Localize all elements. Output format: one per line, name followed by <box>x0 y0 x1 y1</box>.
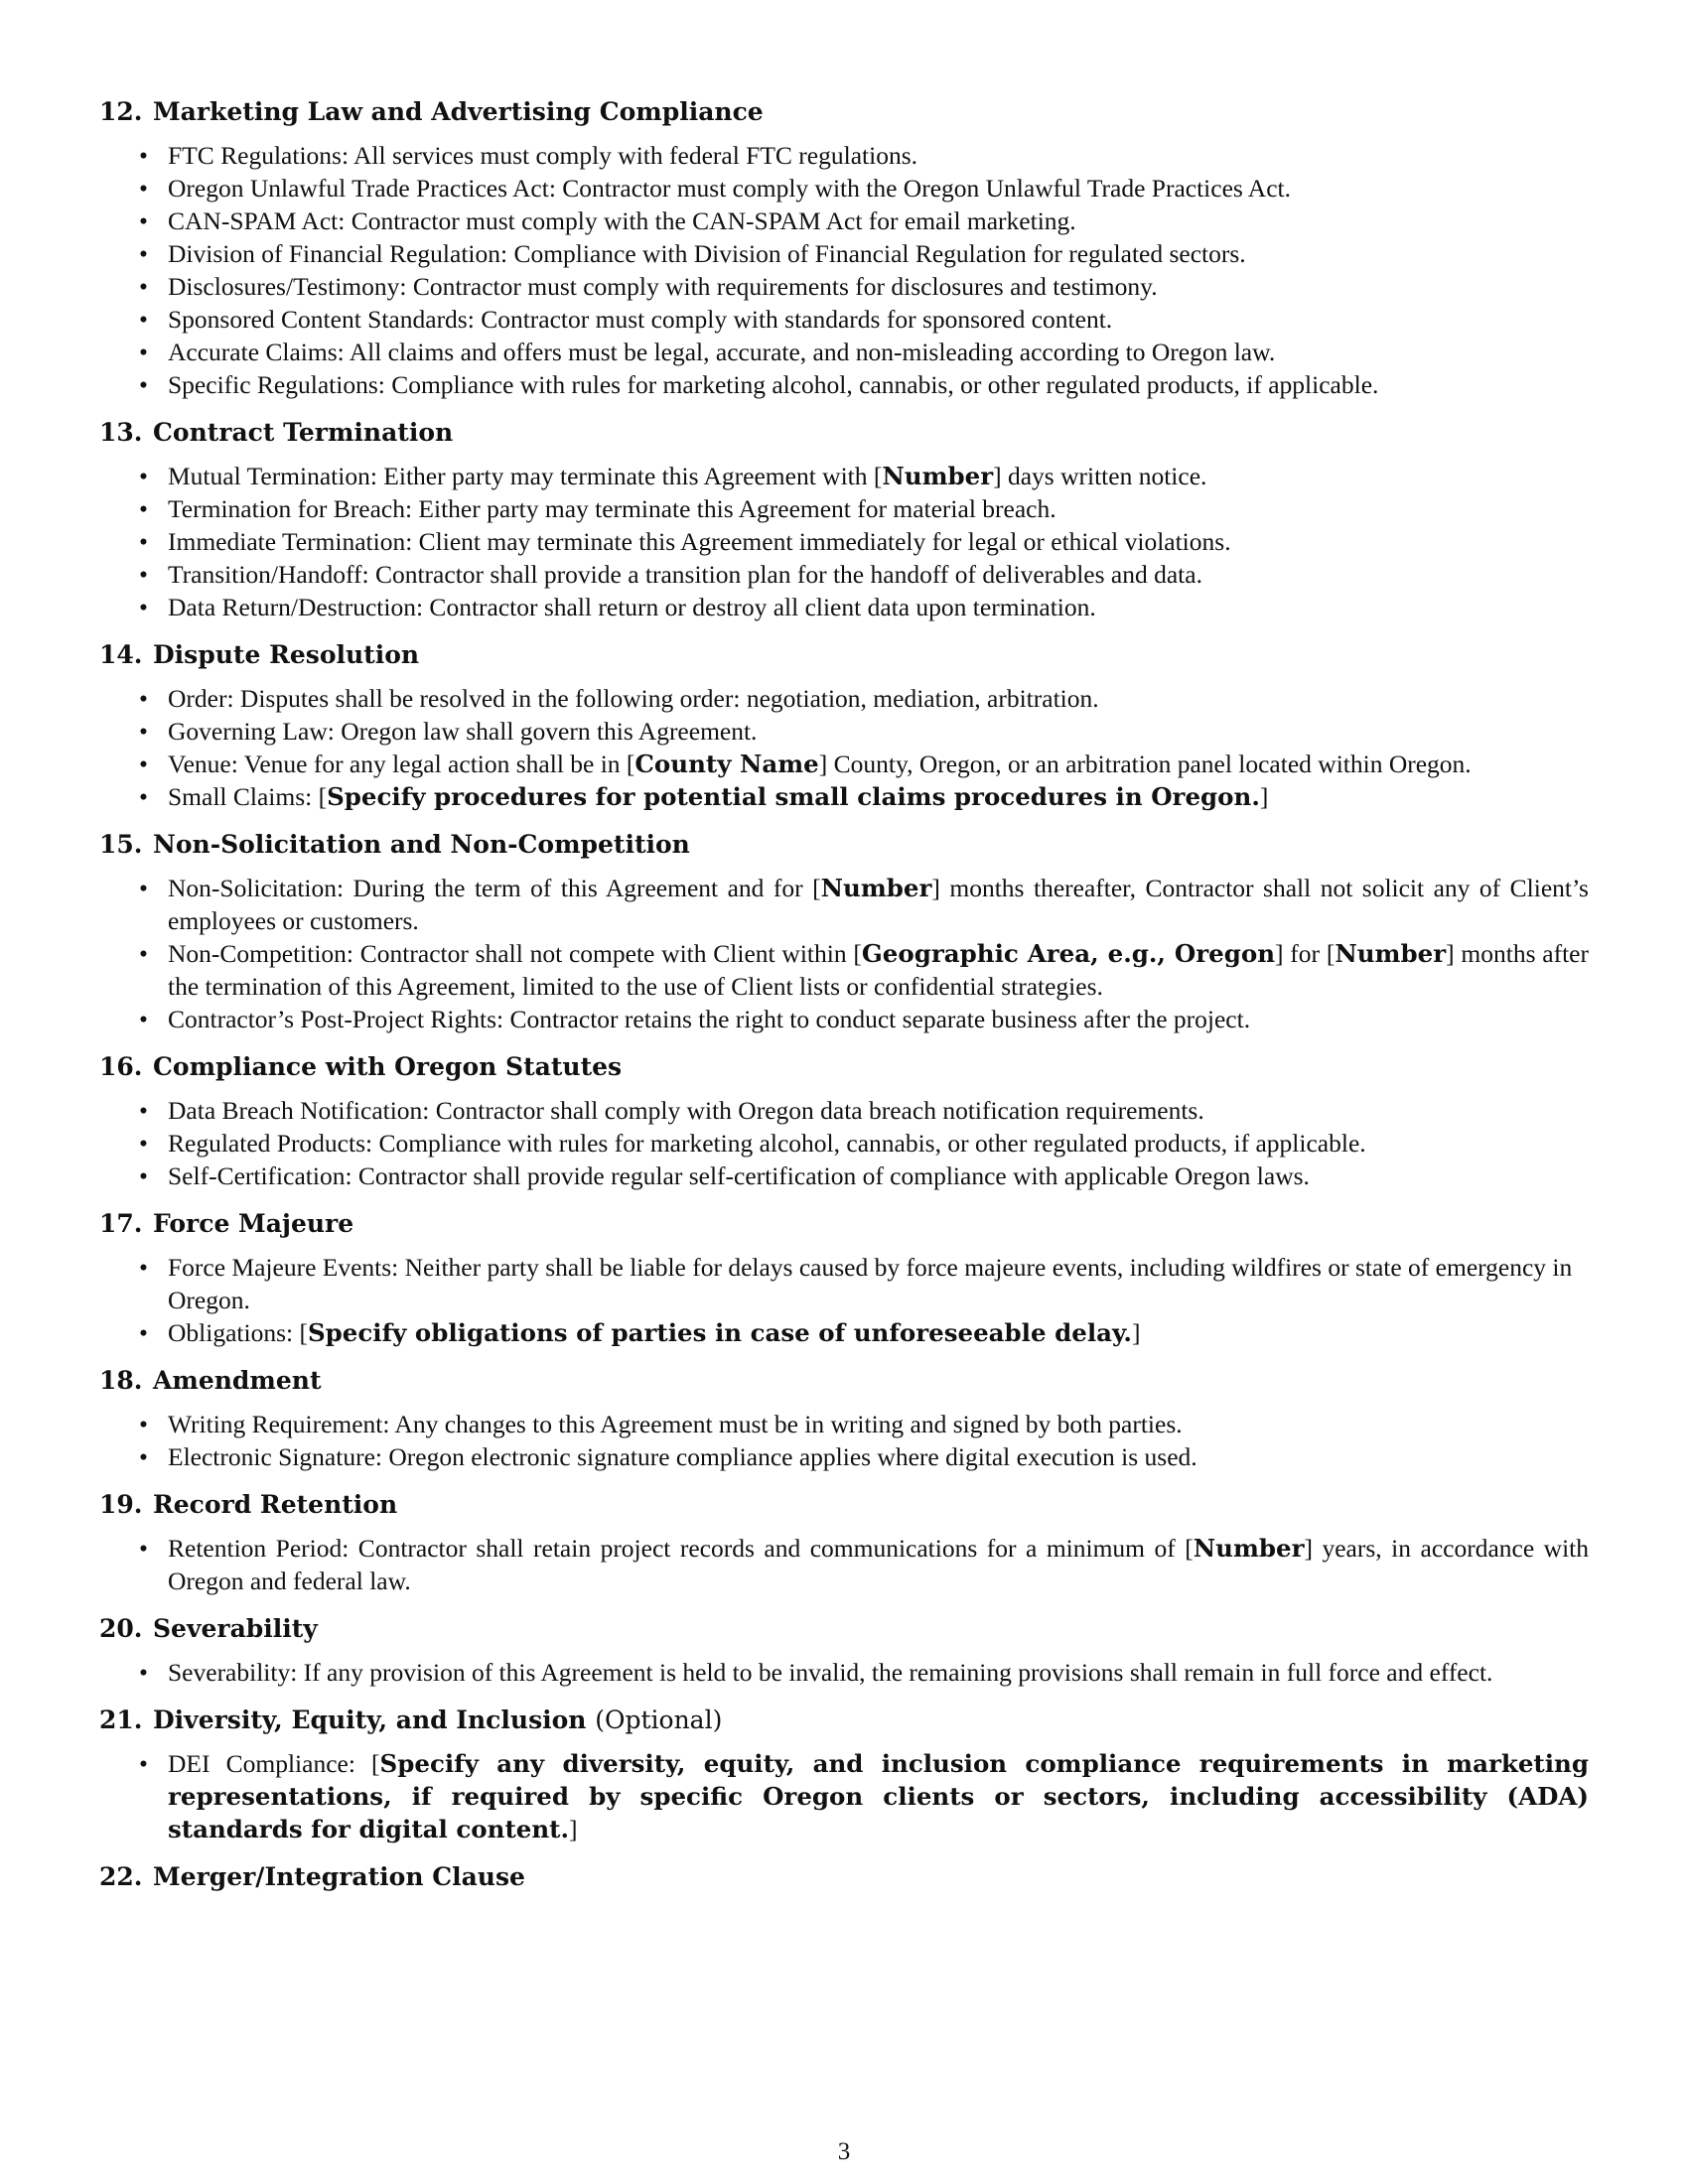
bullet-list <box>99 460 1589 623</box>
section-title: Severability <box>153 1614 318 1643</box>
section-title: Amendment <box>153 1366 322 1395</box>
section-heading <box>99 1050 1589 1084</box>
section-number: 20. <box>99 1614 143 1643</box>
list-item: • Disclosures/Testimony: Contractor must comply with requirements for disclosures and testimony. <box>99 270 1589 303</box>
list-item: • Termination for Breach: Either party may terminate this Agreement for material breach. <box>99 492 1589 525</box>
section-number: 16. <box>99 1052 143 1081</box>
list-item: • Specific Regulations: Compliance with rules for marketing alcohol, cannabis, or other regulated products, if applicable. <box>99 368 1589 401</box>
bullet-list <box>99 139 1589 401</box>
section-heading <box>99 95 1589 129</box>
item-text: Non-Competition: Contractor shall not compete with Client within [ <box>168 939 862 968</box>
item-text: DEI Compliance: [ <box>168 1749 380 1778</box>
section-heading <box>99 1612 1589 1646</box>
section-heading <box>99 638 1589 672</box>
item-text: ] months thereafter, Contractor shall not solicit any of Client’s employees or customers. <box>168 874 1589 935</box>
section-17 <box>99 1207 1589 1349</box>
placeholder-text: Specify obligations of parties in case of unforeseeable delay. <box>307 1318 1132 1347</box>
section-heading <box>99 1364 1589 1398</box>
bullet-list <box>99 872 1589 1035</box>
section-number: 12. <box>99 97 143 126</box>
bullet-list <box>99 1747 1589 1845</box>
list-item: • FTC Regulations: All services must comply with federal FTC regulations. <box>99 139 1589 172</box>
section-18 <box>99 1364 1589 1473</box>
section-heading <box>99 828 1589 862</box>
list-item: • Electronic Signature: Oregon electronic signature compliance applies where digital execution is used. <box>99 1440 1589 1473</box>
section-15 <box>99 828 1589 1035</box>
section-16 <box>99 1050 1589 1192</box>
list-item: • CAN-SPAM Act: Contractor must comply with the CAN-SPAM Act for email marketing. <box>99 205 1589 237</box>
item-text: ] <box>569 1815 578 1843</box>
section-heading <box>99 1704 1589 1737</box>
list-item <box>99 1532 1589 1597</box>
list-item: • Contractor’s Post-Project Rights: Contractor retains the right to conduct separate business after the project. <box>99 1003 1589 1035</box>
section-number: 18. <box>99 1366 143 1395</box>
list-item: • Self-Certification: Contractor shall provide regular self-certification of compliance with applicable Oregon laws. <box>99 1160 1589 1192</box>
document-page <box>99 95 1589 1904</box>
item-text: Mutual Termination: Either party may terminate this Agreement with [ <box>168 462 883 490</box>
item-text: ] for [ <box>1275 939 1336 968</box>
list-item: • Oregon Unlawful Trade Practices Act: Contractor must comply with the Oregon Unlawful Trade Practices Act. <box>99 172 1589 205</box>
list-item: • Writing Requirement: Any changes to this Agreement must be in writing and signed by both parties. <box>99 1408 1589 1440</box>
item-text: Venue: Venue for any legal action shall be in [ <box>168 750 635 778</box>
section-12 <box>99 95 1589 401</box>
placeholder-text: County Name <box>634 750 819 778</box>
section-title: Contract Termination <box>153 418 454 447</box>
placeholder-text: Number <box>882 462 994 490</box>
placeholder-text: Number <box>1335 939 1447 968</box>
list-item <box>99 1316 1589 1349</box>
list-item <box>99 1747 1589 1845</box>
section-22 <box>99 1860 1589 1894</box>
item-text: ] <box>1259 782 1269 811</box>
section-number: 22. <box>99 1862 143 1891</box>
list-item <box>99 872 1589 937</box>
section-19 <box>99 1488 1589 1597</box>
section-optional-note: (Optional) <box>595 1706 723 1734</box>
placeholder-text: Number <box>820 874 932 902</box>
list-item: • Transition/Handoff: Contractor shall provide a transition plan for the handoff of deliverables and data. <box>99 558 1589 591</box>
section-heading <box>99 416 1589 450</box>
section-number: 17. <box>99 1209 143 1238</box>
list-item: • Severability: If any provision of this Agreement is held to be invalid, the remaining provisions shall remain in full force and effect. <box>99 1656 1589 1689</box>
placeholder-text: Geographic Area, e.g., Oregon <box>861 939 1276 968</box>
bullet-list <box>99 1251 1589 1349</box>
bullet-list <box>99 682 1589 813</box>
placeholder-text: Number <box>1193 1534 1305 1563</box>
item-text: ] months after the termination of this Agreement, limited to the use of Client lists or confidential strategies. <box>168 939 1589 1001</box>
section-13 <box>99 416 1589 623</box>
section-heading <box>99 1207 1589 1241</box>
page-number: 3 <box>837 2138 851 2165</box>
item-text: Obligations: [ <box>168 1318 308 1347</box>
bullet-list <box>99 1532 1589 1597</box>
list-item <box>99 780 1589 813</box>
item-text: ] years, in accordance with Oregon and federal law. <box>168 1534 1589 1595</box>
section-number: 15. <box>99 830 143 859</box>
item-text: Small Claims: [ <box>168 782 328 811</box>
section-number: 21. <box>99 1706 143 1734</box>
section-title: Diversity, Equity, and Inclusion <box>153 1706 587 1734</box>
section-heading <box>99 1488 1589 1522</box>
placeholder-text: Specify any diversity, equity, and inclusion compliance requirements in marketing representations, if required by specific Oregon clients or sectors, including accessibility (ADA) standards for digital content. <box>168 1749 1590 1843</box>
bullet-list <box>99 1656 1589 1689</box>
bullet-list <box>99 1094 1589 1192</box>
list-item: • Immediate Termination: Client may terminate this Agreement immediately for legal or ethical violations. <box>99 525 1589 558</box>
section-title: Dispute Resolution <box>153 640 420 669</box>
section-20 <box>99 1612 1589 1689</box>
section-21 <box>99 1704 1589 1845</box>
list-item: • Governing Law: Oregon law shall govern this Agreement. <box>99 715 1589 748</box>
item-text: ] days written notice. <box>993 462 1207 490</box>
section-heading <box>99 1860 1589 1894</box>
placeholder-text: Specify procedures for potential small claims procedures in Oregon. <box>327 782 1260 811</box>
list-item <box>99 748 1589 780</box>
section-number: 14. <box>99 640 143 669</box>
section-number: 19. <box>99 1490 143 1519</box>
list-item: • Regulated Products: Compliance with rules for marketing alcohol, cannabis, or other regulated products, if applicable. <box>99 1127 1589 1160</box>
list-item: • Sponsored Content Standards: Contractor must comply with standards for sponsored content. <box>99 303 1589 336</box>
item-text: ] County, Oregon, or an arbitration panel located within Oregon. <box>818 750 1472 778</box>
list-item <box>99 937 1589 1003</box>
list-item <box>99 460 1589 492</box>
list-item: • Order: Disputes shall be resolved in the following order: negotiation, mediation, arbitration. <box>99 682 1589 715</box>
section-title: Merger/Integration Clause <box>153 1862 525 1891</box>
list-item: • Force Majeure Events: Neither party shall be liable for delays caused by force majeure events, including wildfires or state of emergency in Oregon. <box>99 1251 1589 1316</box>
list-item: • Data Breach Notification: Contractor shall comply with Oregon data breach notification requirements. <box>99 1094 1589 1127</box>
section-number: 13. <box>99 418 143 447</box>
list-item: • Accurate Claims: All claims and offers must be legal, accurate, and non-misleading according to Oregon law. <box>99 336 1589 368</box>
item-text: ] <box>1131 1318 1141 1347</box>
bullet-list <box>99 1408 1589 1473</box>
item-text: Non-Solicitation: During the term of this Agreement and for [ <box>168 874 821 902</box>
section-title: Compliance with Oregon Statutes <box>153 1052 623 1081</box>
section-title: Force Majeure <box>153 1209 354 1238</box>
list-item: • Division of Financial Regulation: Compliance with Division of Financial Regulation for regulated sectors. <box>99 237 1589 270</box>
section-14 <box>99 638 1589 813</box>
section-title: Marketing Law and Advertising Compliance <box>153 97 764 126</box>
list-item: • Data Return/Destruction: Contractor shall return or destroy all client data upon termination. <box>99 591 1589 623</box>
item-text: Retention Period: Contractor shall retain project records and communications for a minimum of [ <box>168 1534 1194 1563</box>
section-title: Non-Solicitation and Non-Competition <box>153 830 690 859</box>
section-title: Record Retention <box>153 1490 398 1519</box>
